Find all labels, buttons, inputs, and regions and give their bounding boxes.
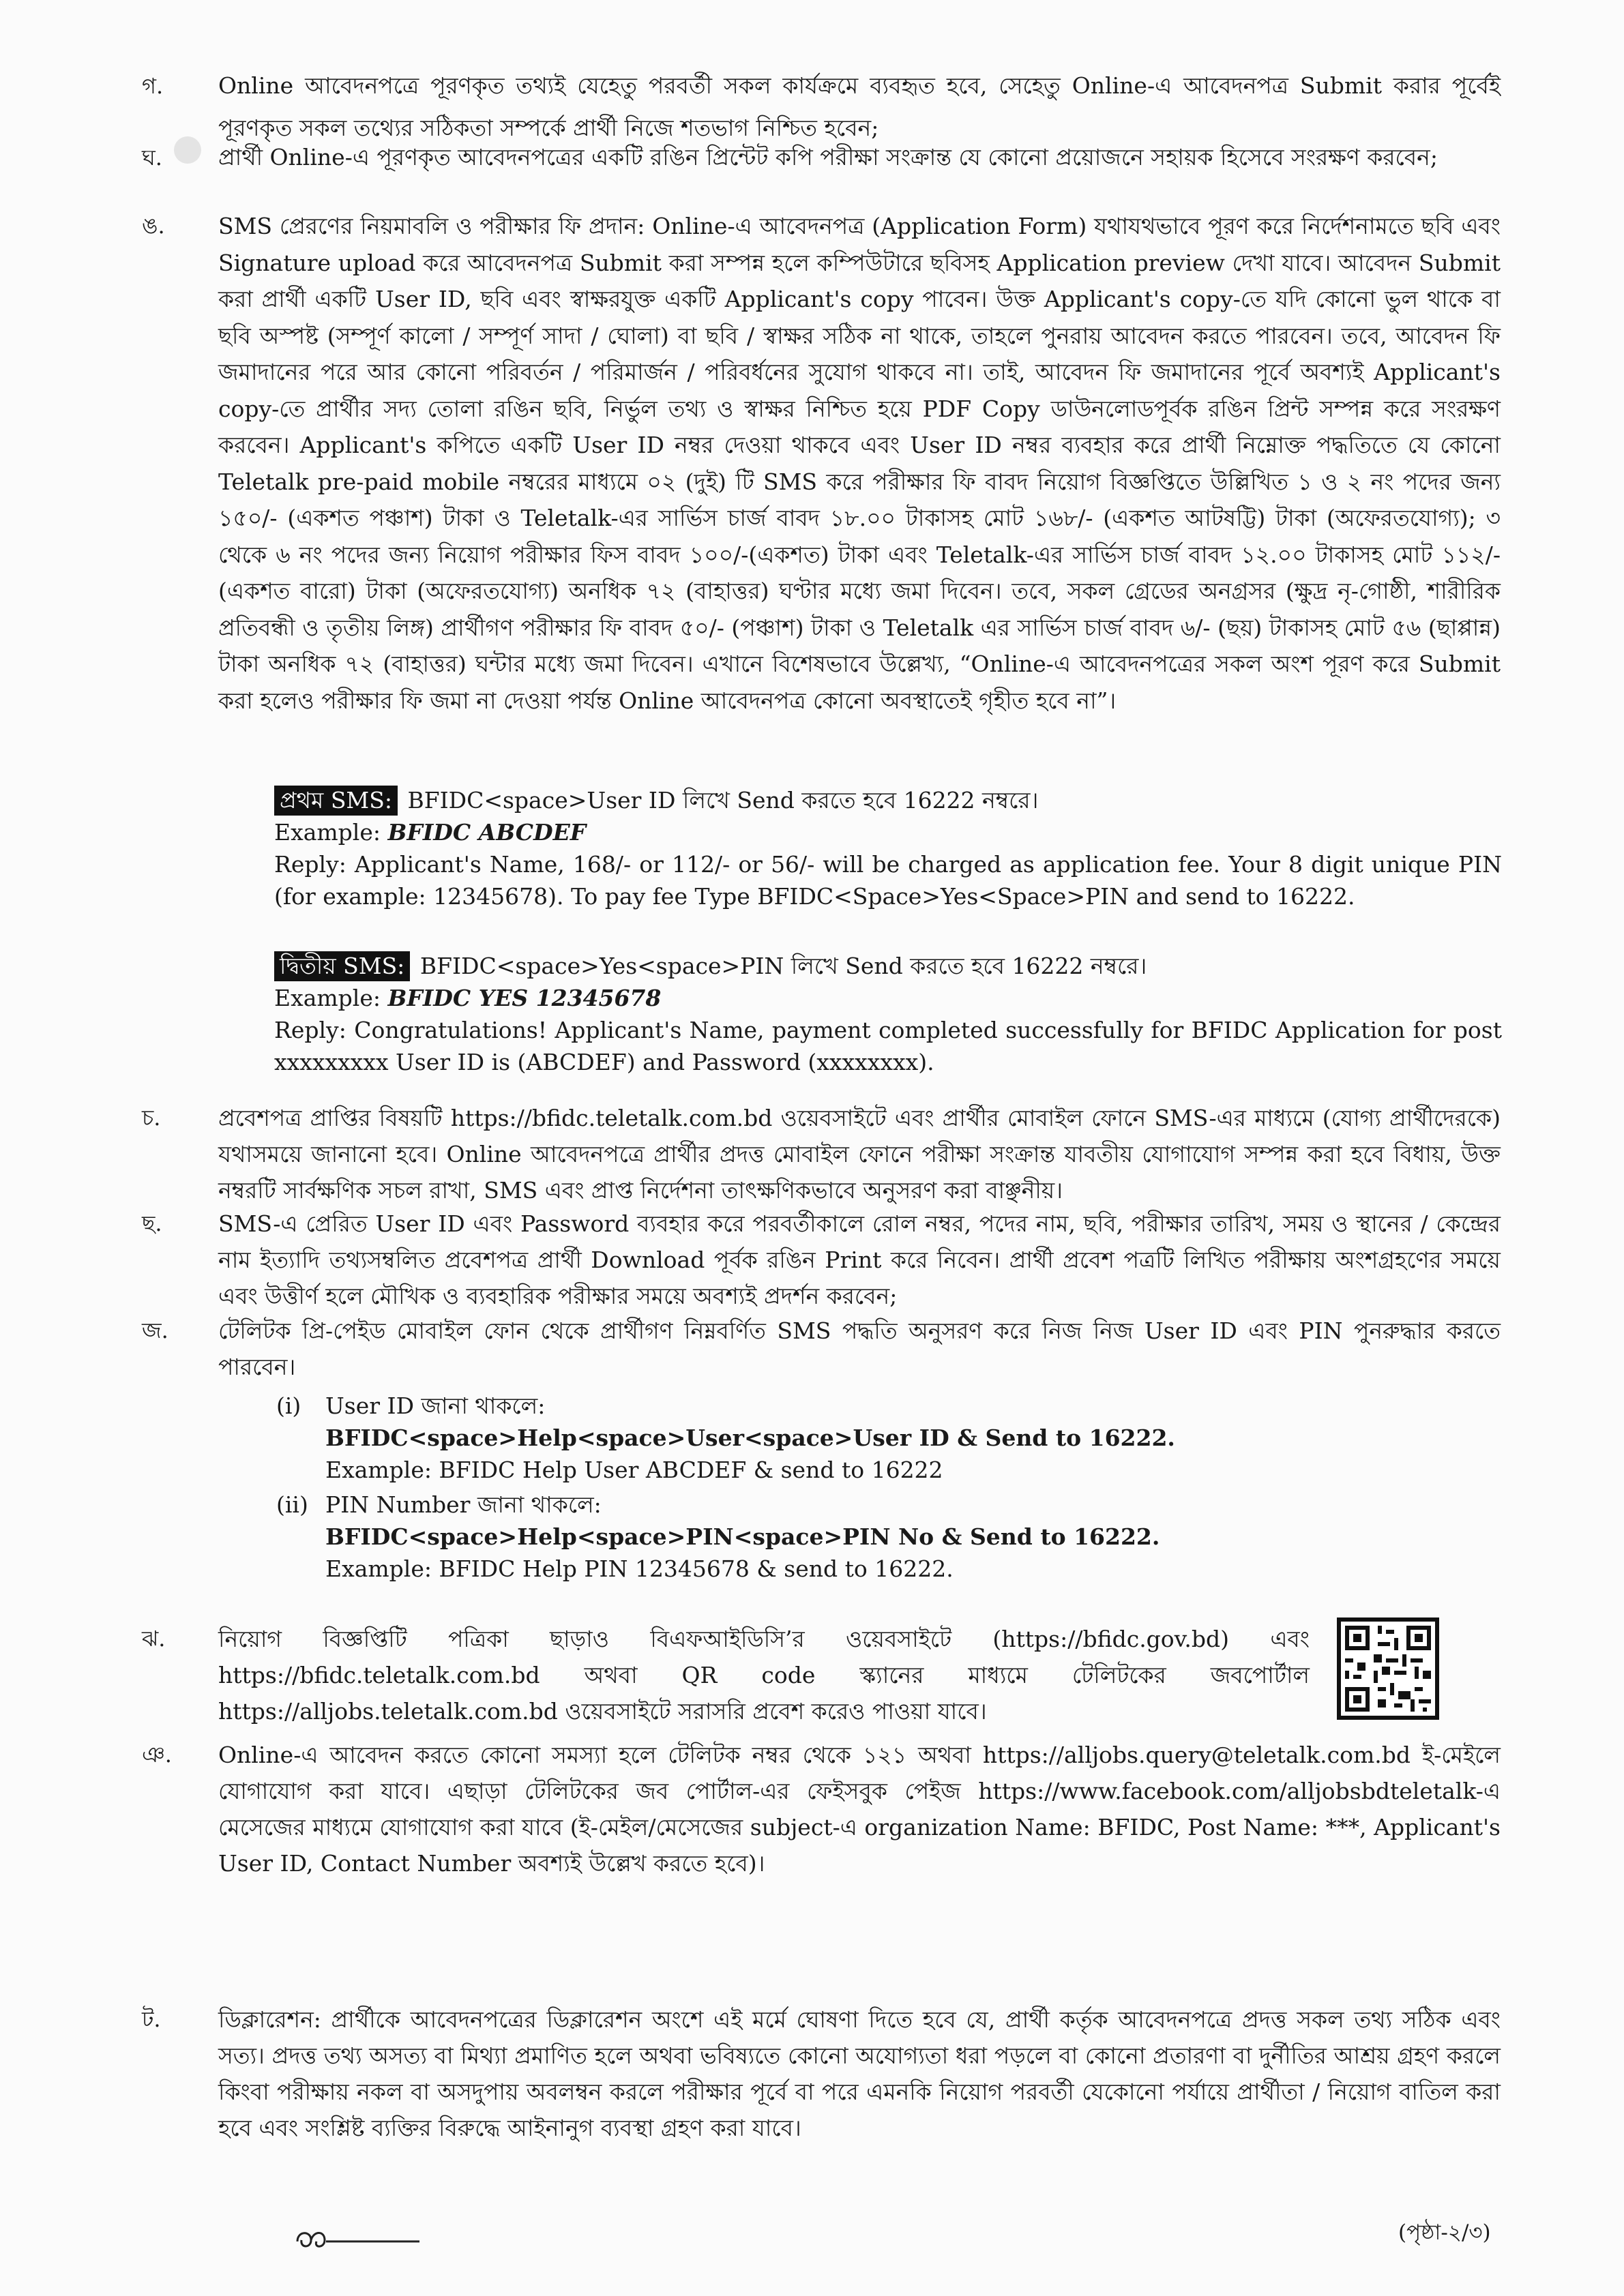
recovery-number: (ii) — [276, 1491, 308, 1518]
example-value: BFIDC ABCDEF — [387, 819, 587, 846]
second-sms-command: BFIDC<space>Yes<space>PIN লিখে Send করতে হবে 16222 নম্বরে। — [419, 953, 1147, 979]
example-label: Example: — [274, 985, 381, 1011]
clause-text: ডিক্লারেশন: প্রার্থীকে আবেদনপত্রের ডিক্লারেশন অংশে এই মর্মে ঘোষণা দিতে হবে যে, প্রার্থী কর্তৃক আবেদনপত্রে প্রদত্ত সকল তথ্য সঠিক এবং সত্য। প্রদত্ত তথ্য অসত্য বা মিথ্যা প্রমাণিত হলে অথবা ভবিষ্যতে কোনো অযোগ্যতা ধরা পড়লে বা কোনো প্রতারণা বা দুর্নীতির আশ্রয় গ্রহণ করলে কিংবা পরীক্ষায় নকল বা অসদুপায় অবলম্বন করলে পরীক্ষার পূর্বে বা পরে এমনকি নিয়োগ পরবর্তী যেকোনো পর্যায়ে প্রার্থীতা / নিয়োগ বাতিল করা হবে এবং সংশ্লিষ্ট ব্যক্তির বিরুদ্ধে আইনানুগ ব্যবস্থা গ্রহণ করা যাবে। — [218, 2006, 1501, 2141]
clause-text: প্রার্থী Online-এ পূরণকৃত আবেদনপত্রের একটি রঙিন প্রিন্টেট কপি পরীক্ষা সংক্রান্ত যে কোনো প্রয়োজনে সহায়ক হিসেবে সংরক্ষণ করবেন; — [218, 144, 1438, 170]
recovery-heading: User ID জানা থাকলে: — [325, 1392, 546, 1419]
clause-text: প্রবেশপত্র প্রাপ্তির বিষয়টি https://bfidc.teletalk.com.bd ওয়েবসাইটে এবং প্রার্থীর মোবাইল ফোনে SMS-এর মাধ্যমে (যোগ্য প্রার্থীদেরকে) যথাসময়ে জানানো হবে। Online আবেদনপত্রে প্রার্থীর প্রদত্ত মোবাইল ফোনে পরীক্ষা সংক্রান্ত যাবতীয় যোগাযোগ সম্পন্ন করা হবে বিধায়, উক্ত নম্বরটি সার্বক্ষণিক সচল রাখা, SMS এবং প্রাপ্ত নির্দেশনা তাৎক্ষণিকভাবে অনুসরণ করা বাঞ্ছনীয়। — [218, 1105, 1501, 1204]
clause-marker: ঝ. — [142, 1626, 166, 1652]
first-sms-tag: প্রথম SMS: — [274, 786, 398, 816]
first-sms-reply: Reply: Applicant's Name, 168/- or 112/- or 56/- will be charged as application fee. Your 8 digit unique PIN (for example: 12345678). To pay fee Type BFIDC<Space>Yes<Space>PIN and send to 16222. — [274, 851, 1502, 910]
clause-text: SMS-এ প্রেরিত User ID এবং Password ব্যবহার করে পরবর্তীকালে রোল নম্বর, পদের নাম, ছবি, পরীক্ষার তারিখ, সময় ও স্থানের / কেন্দ্রের নাম ইত্যাদি তথ্যসম্বলিত প্রবেশপত্র প্রার্থী Download পূর্বক রঙিন Print করে নিবেন। প্রার্থী প্রবেশ পত্রটি লিখিত পরীক্ষায় অংশগ্রহণের সময়ে এবং উত্তীর্ণ হলে মৌখিক ও ব্যবহারিক পরীক্ষার সময়ে অবশ্যই প্রদর্শন করবেন; — [218, 1210, 1501, 1309]
first-sms-command: BFIDC<space>User ID লিখে Send করতে হবে 16222 নম্বরে। — [407, 787, 1039, 814]
clause-marker: জ. — [142, 1317, 168, 1343]
recovery-heading: PIN Number জানা থাকলে: — [325, 1491, 602, 1518]
second-sms-reply: Reply: Congratulations! Applicant's Name, payment completed successfully for BFIDC Application for post xxxxxxxxx User ID is (ABCDEF) and Password (xxxxxxxx). — [274, 1017, 1502, 1075]
clause-marker: গ. — [142, 73, 164, 99]
recovery-pin — [276, 1489, 1299, 1585]
clause-chha — [142, 1206, 1501, 1314]
first-sms-block — [274, 784, 1502, 912]
clause-jha — [142, 1621, 1310, 1729]
clause-marker: চ. — [142, 1105, 161, 1131]
clause-ja — [142, 1313, 1501, 1385]
second-sms-block — [274, 950, 1502, 1078]
recovery-user-id — [276, 1390, 1299, 1486]
clause-gha — [142, 136, 1501, 179]
qr-code — [1337, 1617, 1439, 1720]
clause-cha — [142, 1100, 1501, 1208]
second-sms-tag: দ্বিতীয় SMS: — [274, 951, 410, 981]
qr-code-icon — [1341, 1622, 1435, 1716]
clause-text: টেলিটক প্রি-পেইড মোবাইল ফোন থেকে প্রার্থীগণ নিম্নবর্ণিত SMS পদ্ধতি অনুসরণ করে নিজ নিজ User ID এবং PIN পুনরুদ্ধার করতে পারবেন। — [218, 1317, 1501, 1380]
clause-text: Online আবেদনপত্রে পূরণকৃত তথ্যই যেহেতু পরবর্তী সকল কার্যক্রমে ব্যবহৃত হবে, সেহেতু Online-এ আবেদনপত্র Submit করার পূর্বেই পূরণকৃত সকল তথ্যের সঠিকতা সম্পর্কে প্রার্থী নিজে শতভাগ নিশ্চিত হবেন; — [218, 72, 1501, 141]
clause-marker: ঞ. — [142, 1742, 172, 1768]
clause-text: Online-এ আবেদন করতে কোনো সমস্যা হলে টেলিটক নম্বর থেকে ১২১ অথবা https://alljobs.query@teletalk.com.bd ই-মেইলে যোগাযোগ করা যাবে। এছাড়া টেলিটকের জব পোর্টাল-এর ফেইসবুক পেইজ https://www.facebook.com/alljobsbdteletalk-এ মেসেজের মাধ্যমে যোগাযোগ করা যাবে (ই-মেইল/মেসেজের subject-এ organization Name: BFIDC, Post Name: ***, Applicant's User ID, Contact Number অবশ্যই উল্লেখ করতে হবে)। — [218, 1742, 1501, 1877]
clause-text: নিয়োগ বিজ্ঞপ্তিটি পত্রিকা ছাড়াও বিএফআইডিসি’র ওয়েবসাইটে (https://bfidc.gov.bd) এবং https://bfidc.teletalk.com.bd অথবা QR code স্ক্যানের মাধ্যমে টেলিটকের জবপোর্টাল https://alljobs.teletalk.com.bd ওয়েবসাইটে সরাসরি প্রবেশ করেও পাওয়া যাবে। — [218, 1626, 1310, 1725]
clause-nga — [142, 208, 1501, 719]
recovery-command: BFIDC<space>Help<space>PIN<space>PIN No & Send to 16222. — [325, 1523, 1160, 1550]
page-number: (পৃষ্ঠা-২/৩) — [1398, 2220, 1491, 2245]
clause-text: SMS প্রেরণের নিয়মাবলি ও পরীক্ষার ফি প্রদান: Online-এ আবেদনপত্র (Application Form) যথাযথভাবে পূরণ করে নির্দেশনামতে ছবি এবং Signature upload করে আবেদনপত্র Submit করা সম্পন্ন হলে কম্পিউটারে ছবিসহ Application preview দেখা যাবে। আবেদন Submit করা প্রার্থী একটি User ID, ছবি এবং স্বাক্ষরযুক্ত একটি Applicant's copy পাবেন। উক্ত Applicant's copy-তে যদি কোনো ভুল থাকে বা ছবি অস্পষ্ট (সম্পূর্ণ কালো / সম্পূর্ণ সাদা / ঘোলা) বা ছবি / স্বাক্ষর সঠিক না থাকে, তাহলে পুনরায় আবেদন করতে পারবেন। তবে, আবেদন ফি জমাদানের পরে আর কোনো পরিবর্তন / পরিমার্জন / পরিবর্ধনের সুযোগ থাকবে না। তাই, আবেদন ফি জমাদানের পূর্বে অবশ্যই Applicant's copy-তে প্রার্থীর সদ্য তোলা রঙিন ছবি, নির্ভুল তথ্য ও স্বাক্ষর নিশ্চিত হয়ে PDF Copy ডাউনলোডপূর্বক রঙিন প্রিন্ট সম্পন্ন করে সংরক্ষণ করবেন। Applicant's কপিতে একটি User ID নম্বর দেওয়া থাকবে এবং User ID নম্বর ব্যবহার করে প্রার্থী নিম্নোক্ত পদ্ধতিতে যে কোনো Teletalk pre-paid mobile নম্বরের মাধ্যমে ০২ (দুই) টি SMS করে পরীক্ষার ফি বাবদ নিয়োগ বিজ্ঞপ্তিতে উল্লিখিত ১ ও ২ নং পদের জন্য ১৫০/- (একশত পঞ্চাশ) টাকা ও Teletalk-এর সার্ভিস চার্জ বাবদ ১৮.০০ টাকাসহ মোট ১৬৮/- (একশত আটষট্টি) টাকা (অফেরতযোগ্য); ৩ থেকে ৬ নং পদের জন্য নিয়োগ পরীক্ষার ফিস বাবদ ১০০/-(একশত) টাকা এবং Teletalk-এর সার্ভিস চার্জ বাবদ ১২.০০ টাকাসহ মোট ১১২/- (একশত বারো) টাকা (অফেরতযোগ্য) অনধিক ৭২ (বাহাত্তর) ঘণ্টার মধ্যে জমা দিবেন। তবে, সকল গ্রেডের অনগ্রসর (ক্ষুদ্র নৃ-গোষ্ঠী, শারীরিক প্রতিবন্ধী ও তৃতীয় লিঙ্গ) প্রার্থীগণ পরীক্ষার ফি বাবদ ৫০/- (পঞ্চাশ) টাকা ও Teletalk এর সার্ভিস চার্জ বাবদ ৬/- (ছয়) টাকাসহ মোট ৫৬ (ছাপ্পান্ন) টাকা অনধিক ৭২ (বাহাত্তর) ঘন্টার মধ্যে জমা দিবেন। এখানে বিশেষভাবে উল্লেখ্য, “Online-এ আবেদনপত্রের সকল অংশ পূরণ করে Submit করা হলেও পরীক্ষার ফি জমা না দেওয়া পর্যন্ত Online আবেদনপত্র কোনো অবস্থাতেই গৃহীত হবে না”। — [218, 213, 1501, 714]
clause-ta — [142, 2001, 1501, 2146]
recovery-example: Example: BFIDC Help PIN 12345678 & send to 16222. — [325, 1555, 954, 1582]
recovery-command: BFIDC<space>Help<space>User<space>User ID & Send to 16222. — [325, 1425, 1175, 1451]
clause-marker: ট. — [142, 2006, 161, 2032]
clause-nya — [142, 1737, 1501, 1881]
initial-signature — [293, 2221, 423, 2255]
recovery-number: (i) — [276, 1392, 301, 1419]
clause-marker: ঙ. — [142, 213, 165, 239]
recovery-example: Example: BFIDC Help User ABCDEF & send to 16222 — [325, 1457, 943, 1483]
example-label: Example: — [274, 819, 381, 846]
example-value: BFIDC YES 12345678 — [387, 985, 662, 1011]
clause-marker: ঘ. — [142, 145, 162, 170]
clause-marker: ছ. — [142, 1210, 162, 1236]
